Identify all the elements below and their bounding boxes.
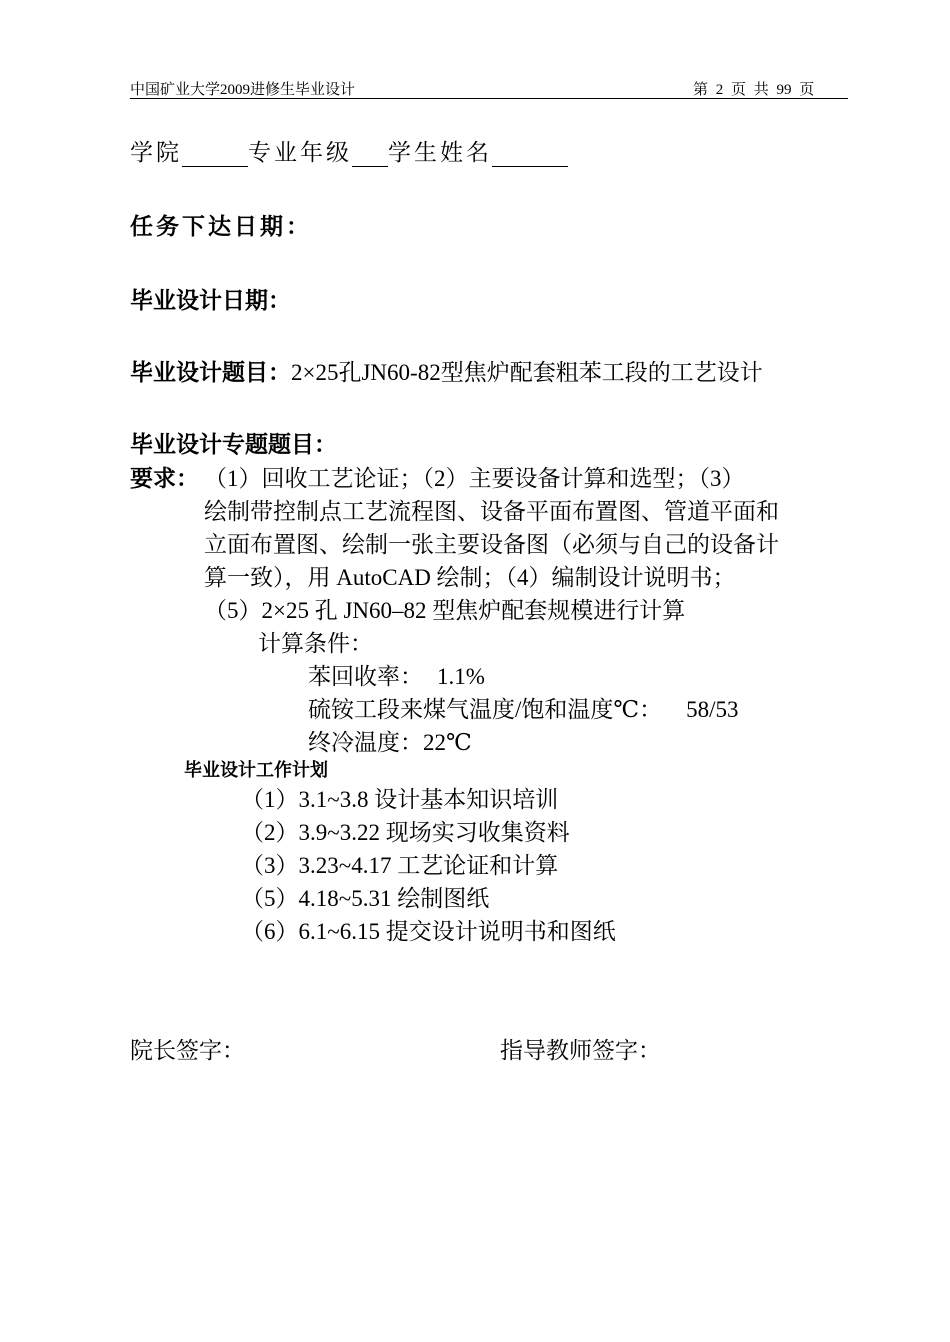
special-topic-label: 毕业设计专题题目： (130, 432, 337, 458)
condition-value: 58/53 (686, 697, 739, 722)
requirements-line: 立面布置图、绘制一张主要设备图（必须与自己的设备计 (204, 532, 779, 557)
header-rule (130, 98, 848, 99)
work-plan-item: （6）6.1~6.15 提交设计说明书和图纸 (241, 919, 616, 944)
requirements-line: （1）回收工艺论证；（2）主要设备计算和选型；（3） (204, 466, 745, 491)
college-label: 学院 (130, 140, 182, 165)
major-blank[interactable] (352, 144, 388, 167)
condition-value: 1.1% (437, 664, 485, 689)
condition-benzene-recovery (308, 658, 485, 691)
topic-line (130, 354, 763, 387)
topic-value: 2×25孔JN60-82型焦炉配套粗苯工段的工艺设计 (291, 360, 763, 385)
task-date-label: 任务下达日期： (130, 214, 312, 240)
advisor-signature-label: 指导教师签字： (500, 1038, 661, 1063)
work-plan-item: （3）3.23~4.17 工艺论证和计算 (241, 853, 559, 878)
conditions-label: 计算条件： (258, 631, 373, 656)
work-plan-item: （5）4.18~5.31 绘制图纸 (241, 886, 490, 911)
requirements-line: 算一致），用 AutoCAD 绘制；（4）编制设计说明书； (204, 565, 736, 590)
condition-final-cooling (308, 724, 472, 757)
condition-label: 硫铵工段来煤气温度/饱和温度℃： (308, 697, 663, 722)
work-plan-item: （1）3.1~3.8 设计基本知识培训 (241, 787, 559, 812)
student-info-line (130, 134, 568, 167)
work-plan-label: 毕业设计工作计划 (184, 760, 328, 781)
student-name-blank[interactable] (492, 144, 568, 167)
condition-value: 22℃ (423, 730, 472, 755)
college-blank[interactable] (182, 144, 248, 167)
work-plan-item: （2）3.9~3.22 现场实习收集资料 (241, 820, 570, 845)
topic-label: 毕业设计题目： (130, 360, 291, 386)
header-page-number: 第 2 页 共 99 页 (693, 82, 815, 98)
condition-label: 苯回收率： (308, 664, 423, 689)
requirements-label: 要求： (130, 466, 199, 492)
requirements-line: 绘制带控制点工艺流程图、设备平面布置图、管道平面和 (204, 499, 779, 524)
student-name-label: 学生姓名 (388, 140, 492, 165)
header-left: 中国矿业大学2009进修生毕业设计 (130, 82, 356, 98)
design-date-label: 毕业设计日期： (130, 288, 291, 314)
dean-signature-label: 院长签字： (130, 1038, 245, 1063)
condition-gas-temperature (308, 691, 739, 724)
major-label: 专业年级 (248, 140, 352, 165)
condition-label: 终冷温度： (308, 730, 423, 755)
requirements-line: （5）2×25 孔 JN60–82 型焦炉配套规模进行计算 (204, 598, 686, 623)
